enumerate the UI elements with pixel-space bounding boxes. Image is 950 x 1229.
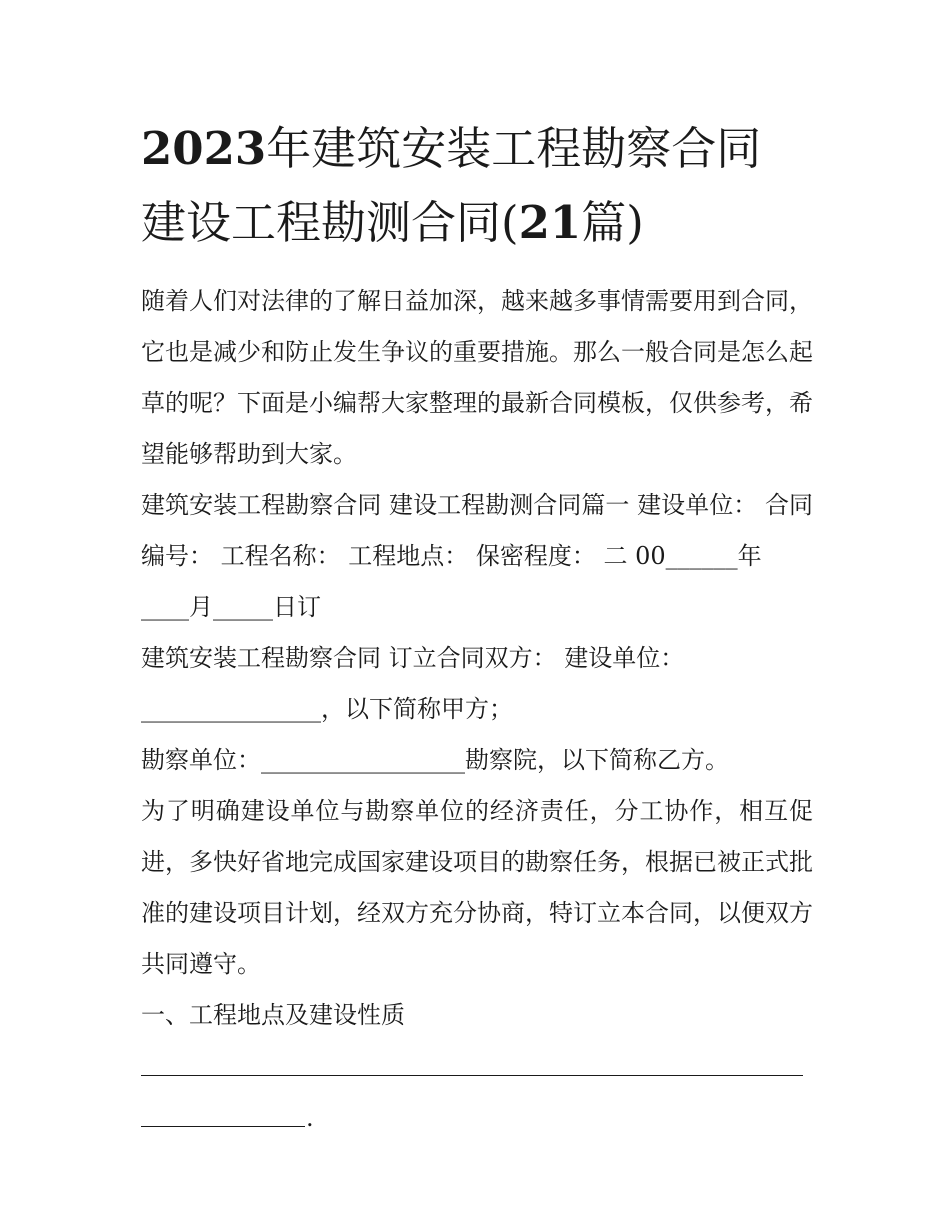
title-line-2: 建设工程勘测合同(21篇)	[141, 196, 644, 249]
fill-in-line-1	[141, 1041, 813, 1092]
fill-in-line-2	[141, 1092, 813, 1143]
title-line-1: 2023年建筑安装工程勘察合同	[141, 122, 762, 175]
document-page	[141, 112, 813, 1143]
section-1-heading: 一、工程地点及建设性质	[141, 1001, 405, 1029]
document-title	[141, 112, 813, 260]
survey-unit-paragraph: 勘察单位：_________________勘察院，以下简称乙方。	[141, 746, 729, 774]
fill-in-rule	[141, 1075, 803, 1076]
fill-in-rule	[141, 1126, 305, 1127]
parties-paragraph: 建筑安装工程勘察合同 订立合同双方： 建设单位： _______________，以下简称甲方；	[141, 644, 685, 723]
document-body	[141, 276, 813, 1143]
intro-paragraph: 随着人们对法律的了解日益加深，越来越多事情需要用到合同，它也是减少和防止发生争议的重要措施。那么一般合同是怎么起草的呢？下面是小编帮大家整理的最新合同模板，仅供参考，希望能够帮助到大家。	[141, 287, 813, 468]
purpose-paragraph: 为了明确建设单位与勘察单位的经济责任，分工协作，相互促进，多快好省地完成国家建设项目的勘察任务，根据已被正式批准的建设项目计划，经双方充分协商，特订立本合同，以便双方共同遵守。	[141, 797, 813, 978]
fill-in-end-period: .	[306, 1104, 314, 1132]
contract-header-paragraph: 建筑安装工程勘察合同 建设工程勘测合同篇一 建设单位： 合同编号： 工程名称： 工程地点： 保密程度： 二 00______年 ____月_____日订	[141, 491, 813, 621]
